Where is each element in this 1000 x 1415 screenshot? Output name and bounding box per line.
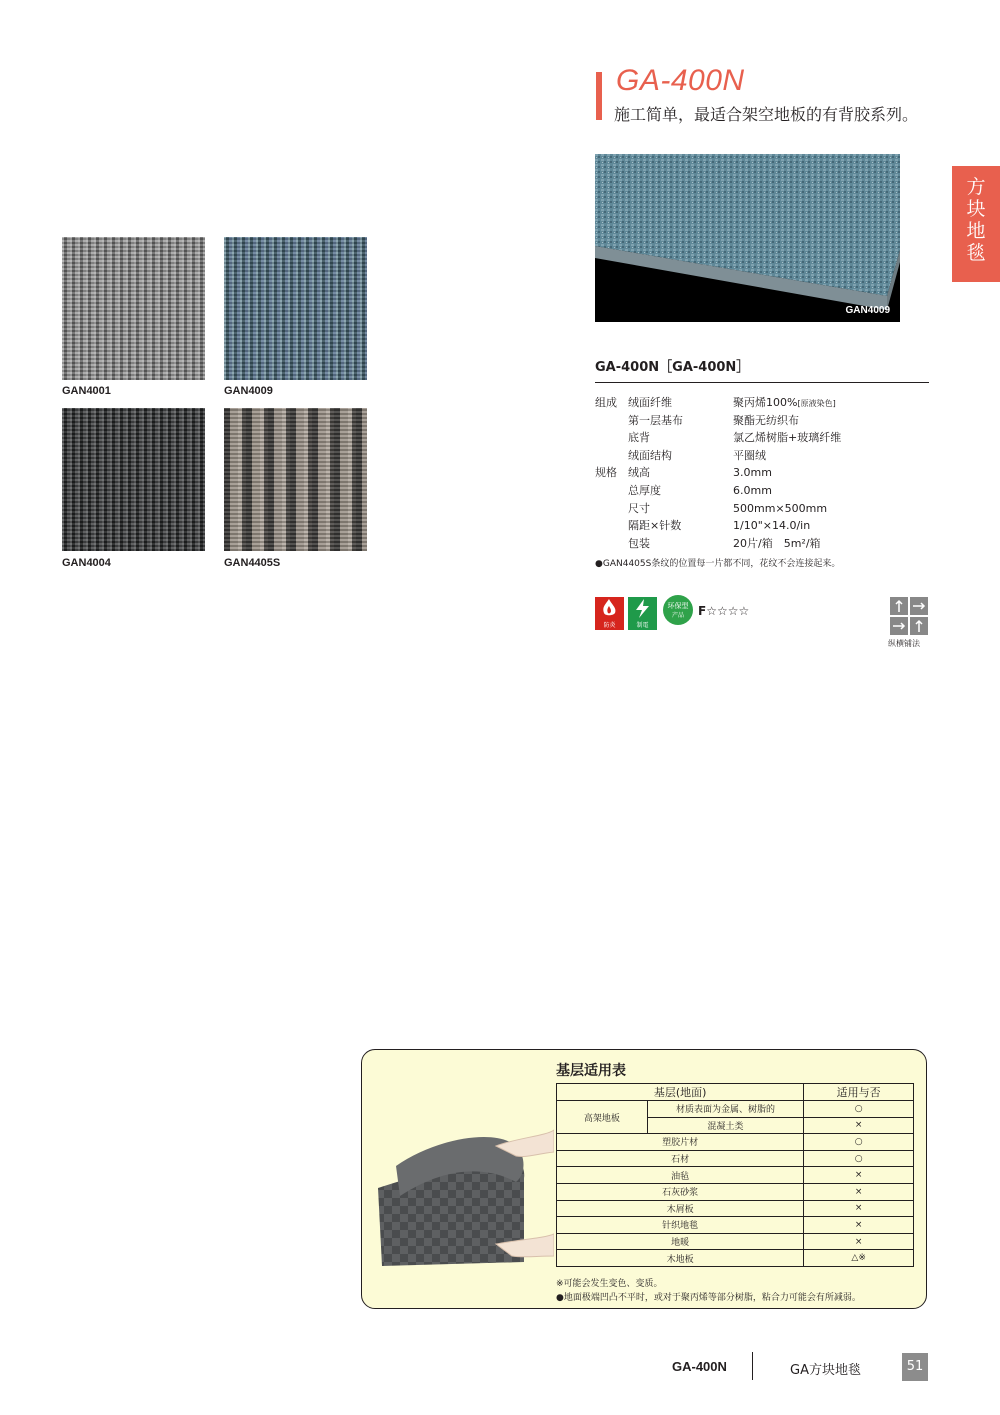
- table-row: [557, 1167, 914, 1184]
- table-row: [557, 1183, 914, 1200]
- row-label: 混凝土类: [647, 1117, 804, 1134]
- swatch-code: GAN4405S: [224, 557, 281, 569]
- spec-name: 绒面纤维: [628, 396, 672, 409]
- spec-name: 底背: [628, 431, 650, 445]
- table-row: [557, 1101, 914, 1118]
- swatch-code: GAN4004: [62, 557, 111, 569]
- spec-value: 氯乙烯树脂+玻璃纤维: [733, 431, 842, 445]
- row-group-label: 高架地板: [557, 1101, 648, 1134]
- row-result: ×: [804, 1167, 914, 1184]
- spec-value-text: 聚丙烯100%: [733, 396, 798, 409]
- photo-label: GAN4009: [845, 305, 890, 316]
- spec-group: 组成: [595, 396, 617, 409]
- spec-name: 绒面结构: [628, 448, 672, 462]
- row-label: 木地板: [557, 1250, 804, 1267]
- column-header: 适用与否: [804, 1084, 914, 1101]
- spec-value: 6.0mm: [733, 483, 772, 497]
- side-tab-char: 地: [966, 220, 986, 242]
- product-photo: [595, 154, 900, 322]
- table-row: [557, 1150, 914, 1167]
- spec-name: 第一层基布: [628, 413, 683, 427]
- row-result: ×: [804, 1117, 914, 1134]
- row-result: ○: [804, 1134, 914, 1151]
- install-label: 纵横铺法: [888, 639, 920, 648]
- row-result: ×: [804, 1233, 914, 1250]
- spec-value: 1/10"×14.0/in: [733, 519, 811, 533]
- swatch-image: [62, 408, 205, 551]
- substrate-note: ※可能会发生变色、变质。: [556, 1279, 663, 1289]
- table-row: [557, 1134, 914, 1151]
- spec-name: 总厚度: [628, 483, 661, 497]
- row-result: ×: [804, 1200, 914, 1217]
- grade-letter: F: [698, 604, 707, 618]
- spec-value: [733, 394, 836, 413]
- swatch-image: [224, 408, 367, 551]
- swatch-image: [224, 237, 367, 380]
- spec-name: 隔距×针数: [628, 519, 682, 533]
- carpet-handling-illustration: [376, 1126, 554, 1268]
- row-result: ×: [804, 1217, 914, 1234]
- row-result: ×: [804, 1183, 914, 1200]
- flame-icon: [595, 597, 624, 619]
- substrate-note: ●地面极端凹凸不平时，或对于聚丙烯等部分树脂，粘合力可能会有所减弱。: [556, 1293, 861, 1303]
- eco-product-icon: [663, 595, 693, 625]
- row-result: △※: [804, 1250, 914, 1267]
- spec-name: 尺寸: [628, 501, 650, 515]
- substrate-table: [556, 1083, 914, 1267]
- spec-value: 平圈绒: [733, 448, 766, 462]
- footer-divider: [752, 1352, 753, 1380]
- footer-product: GA-400N: [672, 1359, 727, 1374]
- row-label: 材质表面为金属、树脂的: [647, 1101, 804, 1118]
- divider: [595, 382, 929, 383]
- column-header: 基层(地面): [557, 1084, 804, 1101]
- formaldehyde-grade: [698, 604, 749, 618]
- table-row: [557, 1250, 914, 1267]
- spec-value: 聚酯无纺织布: [733, 413, 799, 427]
- spec-value: 20片/箱 5m²/箱: [733, 536, 821, 550]
- spec-name: 包装: [628, 536, 650, 550]
- fire-label: 防炎: [603, 622, 616, 629]
- substrate-title: 基层适用表: [556, 1063, 626, 1079]
- lightning-icon: [628, 597, 657, 619]
- install-direction-icon: [890, 597, 928, 635]
- spec-group: 规格: [595, 466, 617, 480]
- swatch-image: [62, 237, 205, 380]
- row-result: ○: [804, 1150, 914, 1167]
- footer-category: GA方块地毯: [790, 1363, 861, 1378]
- swatch-code: GAN4009: [224, 385, 273, 397]
- fire-retardant-icon: [595, 597, 624, 630]
- eco-label: 环保型: [667, 602, 689, 610]
- row-label: 石材: [557, 1150, 804, 1167]
- spec-heading: GA-400N［GA-400N］: [595, 360, 750, 375]
- page-subtitle: 施工简单，最适合架空地板的有背胶系列。: [614, 105, 919, 124]
- grade-stars: ☆☆☆☆: [706, 604, 750, 618]
- table-header-row: [557, 1084, 914, 1101]
- table-row: [557, 1217, 914, 1234]
- static-label: 制電: [636, 622, 649, 629]
- spec-name: 绒高: [628, 466, 650, 480]
- row-label: 油毡: [557, 1167, 804, 1184]
- row-result: ○: [804, 1101, 914, 1118]
- eco-sub-label: 产品: [671, 612, 684, 619]
- side-tab-char: 毯: [966, 242, 986, 264]
- page-number: 51: [902, 1353, 928, 1381]
- row-label: 针织地毯: [557, 1217, 804, 1234]
- row-label: 石灰砂浆: [557, 1183, 804, 1200]
- spec-value: 3.0mm: [733, 466, 772, 480]
- spec-value-note: [原液染色]: [797, 399, 836, 408]
- swatch-code: GAN4001: [62, 385, 111, 397]
- row-label: 木屑板: [557, 1200, 804, 1217]
- table-row: [557, 1233, 914, 1250]
- page-title: GA-400N: [616, 64, 745, 97]
- spec-footnote: ●GAN4405S条纹的位置每一片都不同，花纹不会连接起来。: [595, 559, 841, 569]
- side-tab-char: 块: [966, 198, 986, 220]
- spec-value: 500mm×500mm: [733, 501, 828, 515]
- antistatic-icon: [628, 597, 657, 630]
- side-tab-char: 方: [966, 176, 986, 198]
- title-accent-bar: [596, 72, 602, 120]
- carpet-tile-illustration: [595, 154, 900, 322]
- table-row: [557, 1200, 914, 1217]
- row-label: 地暖: [557, 1233, 804, 1250]
- section-side-tab: [952, 166, 1000, 282]
- row-label: 塑胶片材: [557, 1134, 804, 1151]
